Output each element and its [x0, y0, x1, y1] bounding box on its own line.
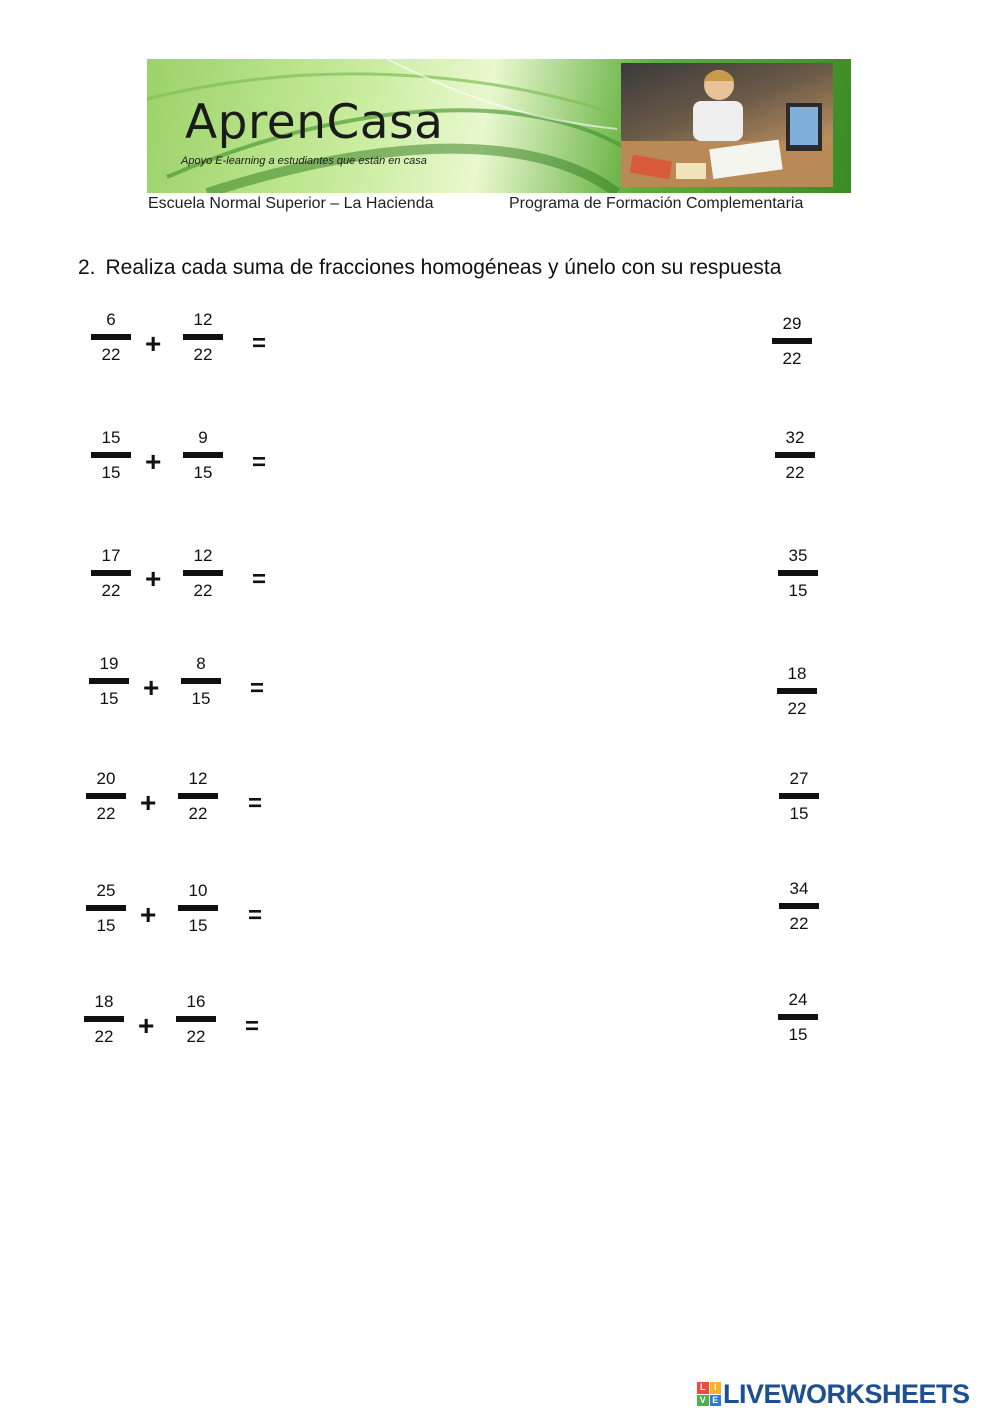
numerator: 12 [193, 546, 213, 565]
denominator: 15 [191, 689, 211, 708]
fraction-a [82, 992, 126, 1047]
student-photo-illustration [621, 63, 833, 187]
fraction-bar [779, 793, 819, 799]
equals-sign: = [245, 1013, 260, 1040]
numerator: 27 [789, 769, 809, 788]
numerator: 24 [788, 990, 808, 1009]
answer-fraction[interactable] [776, 990, 820, 1045]
numerator: 32 [785, 428, 805, 447]
numerator: 6 [106, 310, 116, 329]
plus-sign: + [140, 787, 157, 818]
denominator: 15 [193, 463, 213, 482]
fraction-b [181, 546, 225, 601]
fraction-bar [178, 793, 218, 799]
plus-sign: + [140, 899, 157, 930]
logo-tile: L [697, 1382, 709, 1394]
denominator: 22 [782, 349, 802, 368]
fraction-bar [84, 1016, 124, 1022]
numerator: 25 [96, 881, 116, 900]
denominator: 15 [188, 916, 208, 935]
numerator: 20 [96, 769, 116, 788]
equals-sign: = [252, 566, 267, 593]
denominator: 15 [96, 916, 116, 935]
fraction-bar [91, 570, 131, 576]
student-photo [621, 63, 833, 187]
denominator: 22 [94, 1027, 114, 1046]
equals-sign: = [252, 330, 267, 357]
numerator: 29 [782, 314, 802, 333]
fraction-bar [91, 452, 131, 458]
fraction-bar [779, 903, 819, 909]
fraction-bar [183, 570, 223, 576]
program-name: Programa de Formación Complementaria [509, 195, 804, 212]
denominator: 22 [186, 1027, 206, 1046]
fraction-bar [178, 905, 218, 911]
denominator: 22 [101, 581, 121, 600]
fraction-a [84, 881, 128, 936]
problem-row [0, 544, 1000, 624]
fraction-bar [86, 905, 126, 911]
plus-sign: + [145, 446, 162, 477]
denominator: 15 [788, 581, 808, 600]
equals-sign: = [248, 790, 263, 817]
fraction-a [89, 310, 133, 365]
answer-fraction[interactable] [776, 546, 820, 601]
plus-sign: + [138, 1010, 155, 1041]
instruction-number: 2. [78, 256, 96, 279]
brand-tagline: Apoyo E-learning a estudiantes que están en casa [181, 155, 427, 167]
fraction-b [174, 992, 218, 1047]
fraction-a [84, 769, 128, 824]
fraction-bar [778, 1014, 818, 1020]
fraction-b [179, 654, 223, 709]
numerator: 16 [186, 992, 206, 1011]
denominator: 22 [193, 581, 213, 600]
equals-sign: = [252, 449, 267, 476]
fraction-bar [181, 678, 221, 684]
equals-sign: = [248, 902, 263, 929]
numerator: 18 [94, 992, 114, 1011]
instruction [78, 256, 781, 280]
numerator: 8 [196, 654, 206, 673]
numerator: 12 [193, 310, 213, 329]
answer-fraction[interactable] [770, 314, 814, 369]
fraction-bar [176, 1016, 216, 1022]
instruction-text: Realiza cada suma de fracciones homogéneas y únelo con su respuesta [105, 256, 782, 279]
denominator: 15 [789, 804, 809, 823]
denominator: 15 [99, 689, 119, 708]
liveworksheets-wordmark: LIVEWORKSHEETS [723, 1378, 970, 1409]
answer-fraction[interactable] [777, 879, 821, 934]
numerator: 35 [788, 546, 808, 565]
fraction-b [176, 769, 220, 824]
plus-sign: + [145, 563, 162, 594]
fraction-bar [183, 452, 223, 458]
problem-row [0, 767, 1000, 847]
answer-fraction[interactable] [773, 428, 817, 483]
numerator: 17 [101, 546, 121, 565]
numerator: 34 [789, 879, 809, 898]
numerator: 12 [188, 769, 208, 788]
denominator: 15 [788, 1025, 808, 1044]
answer-fraction[interactable] [777, 769, 821, 824]
numerator: 9 [198, 428, 208, 447]
fraction-a [87, 654, 131, 709]
fraction-bar [772, 338, 812, 344]
fraction-b [176, 881, 220, 936]
numerator: 19 [99, 654, 119, 673]
fraction-a [89, 428, 133, 483]
denominator: 22 [96, 804, 116, 823]
numerator: 18 [787, 664, 807, 683]
problem-row [0, 879, 1000, 959]
brand-title: AprenCasa [185, 95, 444, 150]
liveworksheets-logo[interactable] [697, 1378, 970, 1410]
plus-sign: + [145, 328, 162, 359]
fraction-bar [775, 452, 815, 458]
denominator: 22 [789, 914, 809, 933]
fraction-b [181, 428, 225, 483]
logo-tile: V [697, 1395, 709, 1407]
header-banner [147, 59, 851, 193]
numerator: 15 [101, 428, 121, 447]
school-name: Escuela Normal Superior – La Hacienda [148, 195, 434, 212]
answer-fraction[interactable] [775, 664, 819, 719]
denominator: 22 [193, 345, 213, 364]
fraction-bar [183, 334, 223, 340]
fraction-b [181, 310, 225, 365]
liveworksheets-mark-icon [697, 1382, 721, 1406]
fraction-bar [91, 334, 131, 340]
denominator: 22 [101, 345, 121, 364]
problem-row [0, 308, 1000, 388]
denominator: 15 [101, 463, 121, 482]
fraction-bar [89, 678, 129, 684]
problem-row [0, 652, 1000, 732]
fraction-bar [778, 570, 818, 576]
denominator: 22 [787, 699, 807, 718]
denominator: 22 [785, 463, 805, 482]
equals-sign: = [250, 675, 265, 702]
plus-sign: + [143, 672, 160, 703]
problem-row [0, 990, 1000, 1070]
denominator: 22 [188, 804, 208, 823]
fraction-bar [777, 688, 817, 694]
problem-row [0, 427, 1000, 507]
numerator: 10 [188, 881, 208, 900]
logo-tile: E [710, 1395, 722, 1407]
fraction-a [89, 546, 133, 601]
fraction-bar [86, 793, 126, 799]
logo-tile: I [710, 1382, 722, 1394]
